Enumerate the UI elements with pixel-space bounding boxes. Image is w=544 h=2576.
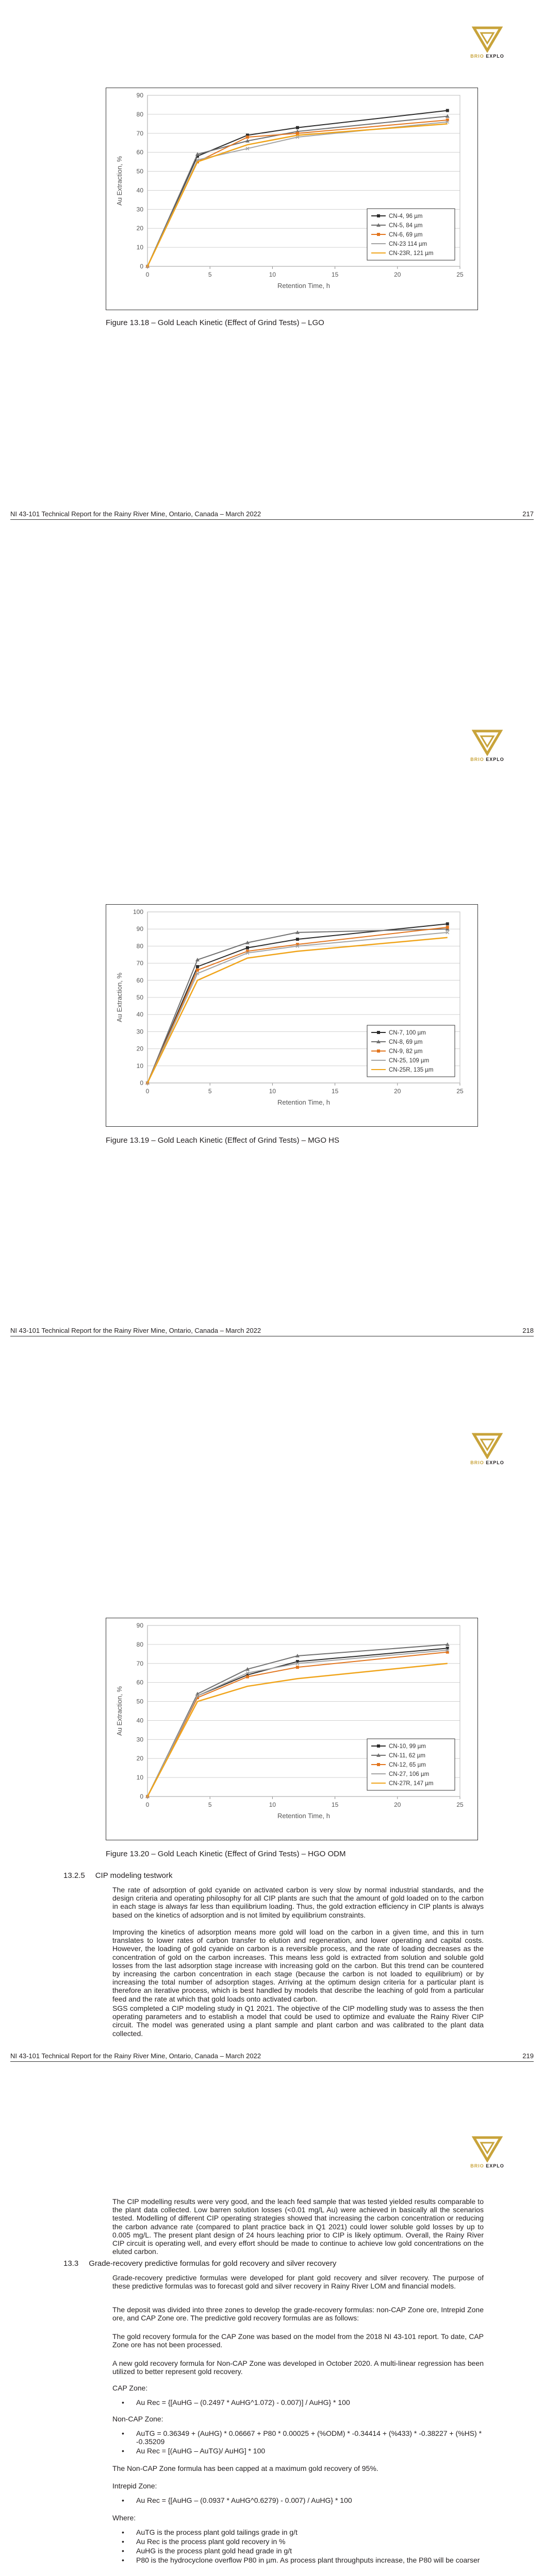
y-axis-label: Au Extraction, % xyxy=(116,972,123,1023)
data-point xyxy=(296,126,299,129)
legend-label: CN-11, 62 µm xyxy=(389,1753,425,1759)
legend-label: CN-12, 65 µm xyxy=(389,1762,426,1768)
logo-triangle-icon xyxy=(472,1432,503,1459)
x-axis-label: Retention Time, h xyxy=(277,1812,330,1820)
page-footer xyxy=(10,1327,534,1336)
y-tick-label: 10 xyxy=(136,1062,143,1070)
y-tick-label: 40 xyxy=(136,187,143,194)
y-tick-label: 0 xyxy=(140,263,143,270)
x-tick-label: 15 xyxy=(331,271,339,278)
section-heading xyxy=(63,2259,336,2268)
page-footer xyxy=(10,2052,534,2062)
x-tick-label: 5 xyxy=(208,1801,212,1808)
y-tick-label: 10 xyxy=(136,244,143,251)
data-point xyxy=(296,132,299,135)
definition-item: • Au Rec is the process plant gold recovery in % xyxy=(122,2537,286,2546)
figure-caption: Figure 13.19 – Gold Leach Kinetic (Effect of Grind Tests) – MGO HS xyxy=(106,1136,339,1145)
x-tick-label: 15 xyxy=(331,1088,339,1095)
legend-marker xyxy=(377,1049,380,1053)
data-point xyxy=(446,109,449,112)
definition-item: • AuHG is the process plant gold head grade in g/t xyxy=(122,2547,292,2555)
legend-label: CN-10, 99 µm xyxy=(389,1743,426,1750)
x-tick-label: 5 xyxy=(208,1088,212,1095)
logo-triangle-icon xyxy=(472,2136,503,2162)
page-218 xyxy=(0,703,544,1406)
legend-marker xyxy=(377,233,380,236)
page-number: 219 xyxy=(522,2052,534,2060)
paragraph: The CIP modelling results were very good, and the leach feed sample that was tested yielded results comparable to the plant data collected. Low barren solution losses (<0.01 mg/L Au) were achieved in basically all the scenarios tested. Modelling of different CIP operating strategies showed that increasing the carbon concentration or reducing the carbon advance rate (compared to plant practice back in Q1 2021) could lower soluble gold losses by up to 0.005 mg/L. The present plant design of 24 hours leaching prior to CIP is likely optimum. Overall, the Rainy River CIP circuit is operating well, and every effort should be made to continue to achieve low gold concentrations on the eluted carbon. xyxy=(112,2197,484,2256)
y-axis-label: Au Extraction, % xyxy=(116,1686,123,1736)
chart-frame xyxy=(106,88,478,310)
page-footer xyxy=(10,510,534,520)
y-tick-label: 0 xyxy=(140,1079,143,1087)
logo-triangle-icon xyxy=(472,729,503,756)
x-tick-label: 20 xyxy=(394,1801,401,1808)
footer-report-title: NI 43-101 Technical Report for the Rainy River Mine, Ontario, Canada – March 2022 xyxy=(10,2052,261,2060)
legend-label: CN-27, 106 µm xyxy=(389,1771,430,1777)
y-tick-label: 70 xyxy=(136,1659,143,1667)
formula-text: Au Rec = {[AuHG – (0.2497 * AuHG^1.072) - 0.007)] / AuHG} * 100 xyxy=(136,2398,350,2406)
y-tick-label: 30 xyxy=(136,1736,143,1743)
definition-text: AuHG is the process plant gold head grade in g/t xyxy=(136,2547,292,2555)
x-tick-label: 0 xyxy=(145,1801,150,1808)
paragraph: The Non-CAP Zone formula has been capped at a maximum gold recovery of 95%. xyxy=(112,2464,378,2472)
x-tick-label: 25 xyxy=(456,271,464,278)
company-logo: BRIO EXPLO xyxy=(467,729,508,769)
data-point xyxy=(196,965,199,968)
legend-label: CN-27R, 147 µm xyxy=(389,1781,434,1787)
formula-text: Au Rec = {[AuHG – (0.0937 * AuHG^0.6279) - 0.007) / AuHG} * 100 xyxy=(136,2496,352,2504)
formula-item: • Au Rec = {[AuHG – (0.0937 * AuHG^0.6279) - 0.007) / AuHG} * 100 xyxy=(122,2496,352,2504)
logo-triangle-icon xyxy=(472,26,503,53)
data-point xyxy=(246,135,249,139)
y-tick-label: 80 xyxy=(136,1640,143,1648)
definition-item: • AuTG is the process plant gold tailings grade in g/t xyxy=(122,2528,298,2536)
gold-leach-kinetic-chart xyxy=(106,1618,477,1840)
x-tick-label: 10 xyxy=(269,271,276,278)
y-tick-label: 50 xyxy=(136,167,143,175)
paragraph: The rate of adsorption of gold cyanide on activated carbon is very slow by normal industrial standards, and the design criteria and operating philosophy for all CIP plants are such that the amount of gold loaded on to the carbon in each stage is always far less than equilibrium loading. Thus, the gold extraction efficiency in CIP plants is always based on the kinetics of adsorption and is not limited by equilibrium constraints. xyxy=(112,1886,484,1919)
y-tick-label: 80 xyxy=(136,110,143,118)
legend-marker xyxy=(377,214,380,217)
data-point xyxy=(446,922,449,925)
legend-label: CN-9, 82 µm xyxy=(389,1048,423,1055)
legend-label: CN-25, 109 µm xyxy=(389,1058,430,1064)
y-tick-label: 90 xyxy=(136,92,143,99)
section-heading xyxy=(63,1871,173,1880)
y-tick-label: 90 xyxy=(136,1622,143,1629)
where-label: Where: xyxy=(112,2514,136,2522)
y-tick-label: 60 xyxy=(136,1679,143,1686)
x-tick-label: 20 xyxy=(394,1088,401,1095)
x-tick-label: 20 xyxy=(394,271,401,278)
definition-item: • P80 is the hydrocyclone overflow P80 in µm. As process plant throughputs increase, the P80 will be coarser xyxy=(122,2556,483,2564)
gold-leach-kinetic-chart xyxy=(106,905,477,1126)
definition-text: Au Rec is the process plant gold recovery in % xyxy=(136,2537,286,2546)
formula-text: Au Rec = [(AuHG – AuTG)/ AuHG] * 100 xyxy=(136,2447,266,2455)
legend-label: CN-7, 100 µm xyxy=(389,1030,426,1036)
y-tick-label: 50 xyxy=(136,994,143,1001)
chart-frame xyxy=(106,904,478,1127)
y-tick-label: 70 xyxy=(136,129,143,137)
gold-leach-kinetic-chart xyxy=(106,88,477,310)
figure-caption: Figure 13.20 – Gold Leach Kinetic (Effect of Grind Tests) – HGO ODM xyxy=(106,1850,346,1858)
zone-label: CAP Zone: xyxy=(112,2384,148,2392)
y-tick-label: 40 xyxy=(136,1011,143,1019)
paragraph: The gold recovery formula for the CAP Zone was based on the model from the 2018 NI 43-101 report. To date, CAP Zone ore has not been processed. xyxy=(112,2332,484,2349)
footer-report-title: NI 43-101 Technical Report for the Rainy River Mine, Ontario, Canada – March 2022 xyxy=(10,1327,261,1334)
x-tick-label: 25 xyxy=(456,1801,464,1808)
data-point xyxy=(296,938,299,941)
y-tick-label: 40 xyxy=(136,1717,143,1724)
data-point xyxy=(446,926,449,929)
x-tick-label: 0 xyxy=(145,1088,150,1095)
figure-caption: Figure 13.18 – Gold Leach Kinetic (Effect of Grind Tests) – LGO xyxy=(106,318,324,327)
legend-label: CN-8, 69 µm xyxy=(389,1039,423,1045)
paragraph: SGS completed a CIP modeling study in Q1 2021. The objective of the CIP modelling study was to assess the then operating parameters and to establish a model that could be used to optimize and evaluate the Rainy River CIP circuit. The model was generated using a plant sample and plant carbon and was calibrated to the plant data collected. xyxy=(112,2004,484,2038)
section-number: 13.2.5 xyxy=(63,1871,85,1880)
x-tick-label: 15 xyxy=(331,1801,339,1808)
y-tick-label: 30 xyxy=(136,206,143,213)
x-tick-label: 10 xyxy=(269,1801,276,1808)
legend-label: CN-25R, 135 µm xyxy=(389,1067,434,1073)
x-axis-label: Retention Time, h xyxy=(277,282,330,290)
x-axis-label: Retention Time, h xyxy=(277,1098,330,1106)
legend-label: CN-23R, 121 µm xyxy=(389,250,434,257)
x-tick-label: 25 xyxy=(456,1088,464,1095)
y-tick-label: 20 xyxy=(136,1755,143,1762)
formula-item: • Au Rec = {[AuHG – (0.2497 * AuHG^1.072) - 0.007)] / AuHG} * 100 xyxy=(122,2398,350,2406)
section-title: Grade-recovery predictive formulas for gold recovery and silver recovery xyxy=(89,2259,337,2268)
definition-text: AuTG is the process plant gold tailings grade in g/t xyxy=(136,2528,298,2536)
data-point xyxy=(196,969,199,972)
legend-marker xyxy=(377,1763,380,1766)
x-tick-label: 10 xyxy=(269,1088,276,1095)
page-217 xyxy=(0,0,544,703)
page-219 xyxy=(0,1406,544,2110)
company-logo: BRIO EXPLO xyxy=(467,1432,508,1472)
y-tick-label: 60 xyxy=(136,976,143,984)
y-tick-label: 10 xyxy=(136,1774,143,1782)
y-tick-label: 20 xyxy=(136,1045,143,1053)
zone-label: Intrepid Zone: xyxy=(112,2482,157,2490)
data-point xyxy=(296,1666,299,1669)
chart-frame xyxy=(106,1618,478,1840)
y-tick-label: 80 xyxy=(136,942,143,950)
legend-label: CN-6, 69 µm xyxy=(389,232,423,238)
legend-label: CN-4, 96 µm xyxy=(389,213,423,219)
paragraph: The deposit was divided into three zones to develop the grade-recovery formulas: non-CAP Zone ore, Intrepid Zone ore, and CAP Zone ore. The predictive gold recovery formulas are as follows: xyxy=(112,2306,484,2323)
footer-report-title: NI 43-101 Technical Report for the Rainy River Mine, Ontario, Canada – March 2022 xyxy=(10,510,261,518)
zone-label: Non-CAP Zone: xyxy=(112,2415,163,2423)
y-tick-label: 20 xyxy=(136,225,143,232)
y-tick-label: 90 xyxy=(136,925,143,933)
y-tick-label: 50 xyxy=(136,1698,143,1705)
formula-item: • Au Rec = [(AuHG – AuTG)/ AuHG] * 100 xyxy=(122,2447,266,2455)
paragraph: Grade-recovery predictive formulas were developed for plant gold recovery and silver recovery. The purpose of these predictive formulas was to forecast gold and silver recovery in Rainy River LOM and financial models. xyxy=(112,2274,484,2291)
section-title: CIP modeling testwork xyxy=(95,1871,173,1880)
page-number: 217 xyxy=(522,510,534,518)
page-220 xyxy=(0,2110,544,2576)
formula-text: AuTG = 0.36349 + (AuHG) * 0.06667 + P80 * 0.00025 + (%ODM) * -0.34414 + (%433) * -0.38227 + (%HS) * -0.35209 xyxy=(136,2429,482,2446)
y-tick-label: 70 xyxy=(136,959,143,967)
y-axis-label: Au Extraction, % xyxy=(116,156,123,206)
data-point xyxy=(246,946,249,950)
y-tick-label: 30 xyxy=(136,1028,143,1036)
legend-marker xyxy=(377,1744,380,1748)
definition-text: P80 is the hydrocyclone overflow P80 in µm. As process plant throughputs increase, the P80 will be coarser xyxy=(136,2556,480,2564)
page-number: 218 xyxy=(522,1327,534,1334)
y-tick-label: 100 xyxy=(133,908,143,916)
paragraph: Improving the kinetics of adsorption means more gold will load on the carbon in a given time, and this in turn translates to lower rates of carbon transfer to elution and regeneration, and lower operating and capital costs. However, the loading of gold cyanide on carbon is a reversible process, and the rate of loading decreases as the concentration of gold on the carbon increases. This means less gold is extracted from solution and soluble gold losses from the last adsorption stage increase with increasing gold on the carbon. But this trend can be countered by increasing the carbon concentration in each stage (because the carbon is not loaded to equilibrium) or by increasing the total number of adsorption stages. Arriving at the optimum design criteria for a particular plant is therefore an iterative process, which is best handled by models that describe the leaching of gold from a particular feed and the rate at which that gold loads onto activated carbon. xyxy=(112,1928,484,2003)
legend-label: CN-5, 84 µm xyxy=(389,223,423,229)
company-logo: BRIO EXPLO xyxy=(467,2136,508,2176)
y-tick-label: 0 xyxy=(140,1793,143,1800)
section-number: 13.3 xyxy=(63,2259,79,2268)
y-tick-label: 60 xyxy=(136,148,143,156)
formula-item: • AuTG = 0.36349 + (AuHG) * 0.06667 + P80 * 0.00025 + (%ODM) * -0.34414 + (%433) * -0.38227 + (%HS) * -0.35209 xyxy=(122,2429,482,2446)
data-point xyxy=(246,1675,249,1679)
x-tick-label: 0 xyxy=(145,271,150,278)
legend-label: CN-23 114 µm xyxy=(389,241,427,247)
legend-marker xyxy=(377,1031,380,1034)
paragraph: A new gold recovery formula for Non-CAP Zone was developed in October 2020. A multi-linear regression has been utilized to better represent gold recovery. xyxy=(112,2359,484,2376)
x-tick-label: 5 xyxy=(208,271,212,278)
company-logo: BRIO EXPLO xyxy=(467,26,508,66)
